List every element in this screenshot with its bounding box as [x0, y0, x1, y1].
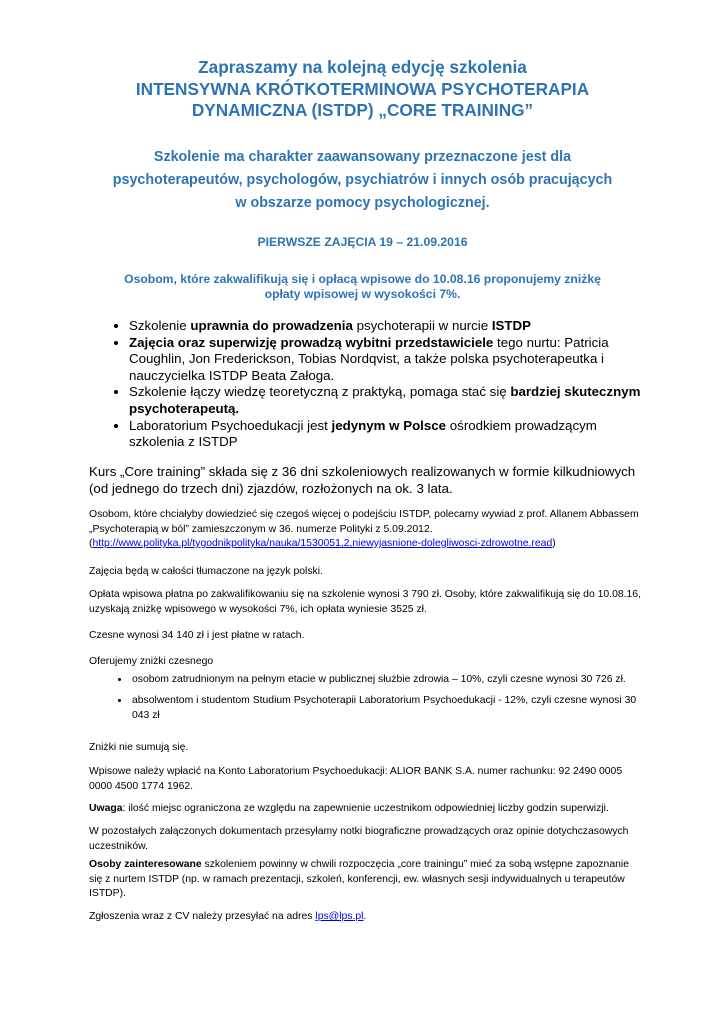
- list-item: • Szkolenie łączy wiedzę teoretyczną z praktyką, pomaga stać się bardziej skutecznym psychoterapeutą.: [129, 384, 645, 417]
- interview-paragraph: Osobom, które chciałyby dowiedzieć się czegoś więcej o podejściu ISTDP, polecamy wywiad z prof. Allanem Abbassem „Psychoterapią w ból” zamieszczonym w 36. numerze Polityki z 5.09.2012. (http://www.polityka.pl/tygodnikpolityka/nauka/1530051,2,niewyjasnione-dolegliwosci-zdrowotne.read): [89, 509, 639, 549]
- applications-paragraph: Zgłoszenia wraz z CV należy przesyłać na adres lps@lps.pl.: [89, 911, 367, 922]
- promo-notice: Osobom, które zakwalifikują się i opłacą wpisowe do 10.08.16 proponujemy zniżkę opłaty wpisowej w wysokości 7%.: [124, 272, 601, 301]
- no-sum-note: Zniżki nie sumują się.: [89, 742, 189, 753]
- list-item: • absolwentom i studentom Studium Psychoterapii Laboratorium Psychoedukacji - 12%, czyli czesne wynosi 30 043 zł: [130, 694, 645, 723]
- bios-paragraph: W pozostałych załączonych dokumentach przesyłamy notki biograficzne prowadzących oraz opinie dotychczasowych uczestników.: [89, 826, 629, 852]
- tuition-paragraph: Czesne wynosi 34 140 zł i jest płatne w ratach.: [89, 630, 305, 641]
- requirements-paragraph: Osoby zainteresowane szkoleniem powinny w chwili rozpoczęcia „core trainingu” mieć za sobą wstępne zapoznanie się z nurtem ISTDP (np. w ramach prezentacji, szkoleń, konferencji, ew. własnych sesji indywidualnych u terapeutów ISTDP).: [89, 859, 629, 899]
- account-paragraph: Wpisowe należy wpłacić na Konto Laboratorium Psychoedukacji: ALIOR BANK S.A. numer rachunku: 92 2490 0005 0000 4500 1774 1962.: [89, 766, 623, 792]
- list-item: • Szkolenie uprawnia do prowadzenia psychoterapii w nurcie ISTDP: [129, 318, 645, 335]
- capacity-note: Uwaga: ilość miejsc ograniczona ze względu na zapewnienie uczestnikom odpowiedniej liczby godzin superwizji.: [89, 803, 609, 814]
- email-link[interactable]: lps@lps.pl: [315, 911, 364, 922]
- list-item: • Zajęcia oraz superwizję prowadzą wybitni przedstawiciele tego nurtu: Patricia Coughlin, Jon Frederickson, Tobias Nordqvist, a także polska psychoterapeutka i nauczycielka ISTDP Beata Załoga.: [129, 335, 645, 385]
- list-item: • Laboratorium Psychoedukacji jest jedynym w Polsce ośrodkiem prowadzącym szkolenia z ISTDP: [129, 418, 645, 451]
- discounts-section: [89, 655, 645, 730]
- discounts-intro: Oferujemy zniżki czesnego: [89, 656, 214, 667]
- discounts-list: [89, 673, 645, 724]
- document-title: Zapraszamy na kolejną edycję szkolenia INTENSYWNA KRÓTKOTERMINOWA PSYCHOTERAPIA DYNAMICZNA (ISTDP) „CORE TRAINING”: [135, 57, 590, 120]
- interview-link[interactable]: http://www.polityka.pl/tygodnikpolityka/nauka/1530051,2,niewyjasnione-dolegliwosci-zdrowotne.read: [92, 538, 553, 549]
- highlights-list: [89, 318, 645, 451]
- fee-paragraph: Opłata wpisowa płatna po zakwalifikowaniu się na szkolenie wynosi 3 790 zł. Osoby, które zakwalifikują się do 10.08.16, uzyskają zniżkę wpisowego w wysokości 7%, ich opłata wyniesie 3525 zł.: [89, 589, 641, 615]
- list-item: • osobom zatrudnionym na pełnym etacie w publicznej służbie zdrowia – 10%, czyli czesne wynosi 30 726 zł.: [130, 673, 645, 688]
- course-description: Kurs „Core training” składa się z 36 dni szkoleniowych realizowanych w formie kilkudniowych (od jednego do trzech dni) zjazdów, rozłożonych na ok. 3 lata.: [89, 464, 636, 496]
- translation-note: Zajęcia będą w całości tłumaczone na język polski.: [89, 566, 323, 577]
- first-sessions-date: PIERWSZE ZAJĘCIA 19 – 21.09.2016: [257, 235, 468, 249]
- document-subtitle: Szkolenie ma charakter zaawansowany przeznaczone jest dla psychoterapeutów, psychologów, psychiatrów i innych osób pracujących w obszarze pomocy psychologicznej.: [112, 149, 613, 211]
